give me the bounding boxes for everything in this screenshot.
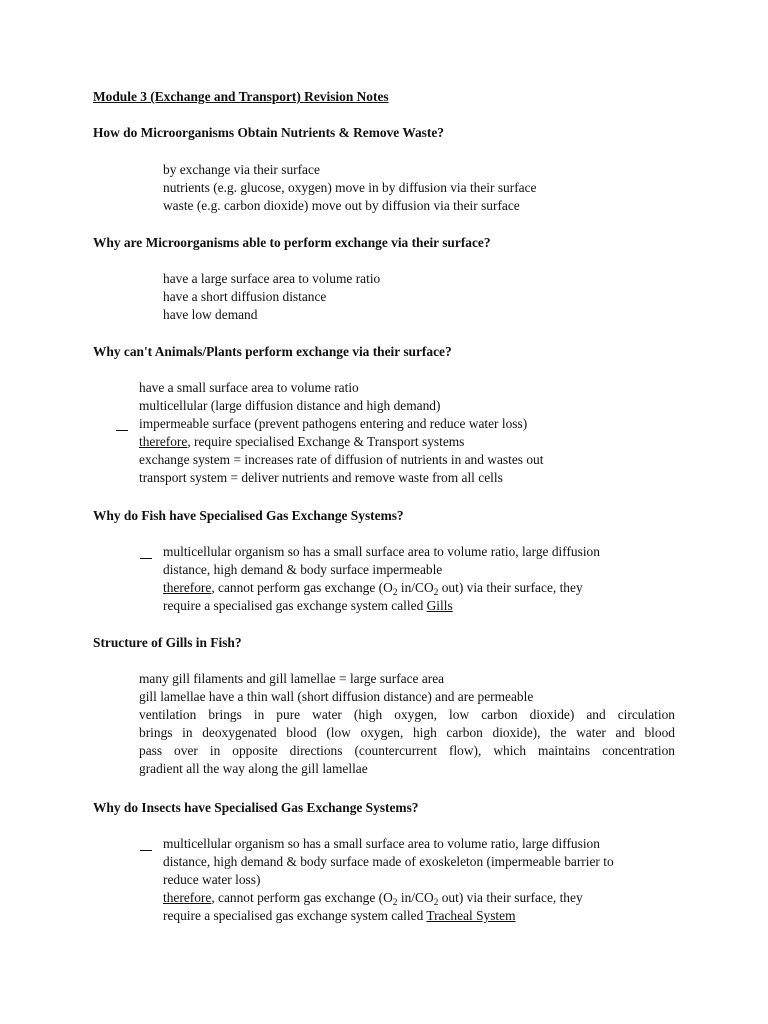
list-item: have a large surface area to volume ratio bbox=[163, 271, 381, 286]
line-text: out) via their surface, they bbox=[438, 890, 583, 906]
subscript: 2 bbox=[392, 898, 398, 909]
line-text: require a specialised gas exchange system called bbox=[163, 598, 427, 614]
line-text: in/CO bbox=[397, 890, 434, 906]
list-insects-gas-exchange bbox=[163, 835, 614, 925]
list-item: distance, high demand & body surface made of exoskeleton (impermeable barrier to bbox=[163, 854, 614, 870]
list-item bbox=[163, 579, 600, 597]
subscript: 2 bbox=[433, 898, 439, 909]
list-item bbox=[163, 907, 614, 925]
line-text: in/CO bbox=[397, 580, 434, 596]
list-item: brings in deoxygenated blood (low oxygen, high carbon dioxide), the water and blood bbox=[139, 725, 675, 741]
list-item: have low demand bbox=[163, 307, 258, 323]
list-microorganisms-surface bbox=[163, 270, 380, 324]
line-text: , require specialised Exchange & Transport systems bbox=[187, 434, 465, 450]
heading-fish-gas-exchange: Why do Fish have Specialised Gas Exchange Systems? bbox=[93, 508, 404, 523]
list-fish-gas-exchange bbox=[163, 543, 600, 615]
list-microorganisms-nutrients bbox=[163, 161, 536, 215]
underlined-text: therefore bbox=[163, 580, 212, 596]
list-animals-plants bbox=[139, 379, 543, 488]
subscript: 2 bbox=[392, 588, 398, 599]
bullet-dash bbox=[140, 850, 152, 851]
underlined-text: Gills bbox=[426, 598, 453, 614]
document-title: Module 3 (Exchange and Transport) Revision Notes bbox=[93, 89, 389, 104]
heading-insects-gas-exchange: Why do Insects have Specialised Gas Exchange Systems? bbox=[93, 800, 419, 815]
line-text: , cannot perform gas exchange (O bbox=[211, 580, 393, 596]
line-text: out) via their surface, they bbox=[438, 580, 583, 596]
bullet-dash bbox=[116, 430, 128, 431]
list-item: many gill filaments and gill lamellae = large surface area bbox=[139, 671, 445, 686]
list-item: multicellular (large diffusion distance and high demand) bbox=[139, 398, 441, 414]
line-text: require a specialised gas exchange system called bbox=[163, 908, 427, 924]
list-item: have a short diffusion distance bbox=[163, 289, 327, 305]
list-item: by exchange via their surface bbox=[163, 162, 320, 177]
heading-microorganisms-nutrients: How do Microorganisms Obtain Nutrients & Remove Waste? bbox=[93, 125, 444, 140]
list-item: reduce water loss) bbox=[163, 872, 261, 888]
list-item: ventilation brings in pure water (high oxygen, low carbon dioxide) and circulation bbox=[139, 707, 675, 723]
list-item bbox=[163, 889, 614, 907]
list-item: transport system = deliver nutrients and remove waste from all cells bbox=[139, 470, 503, 486]
underlined-text: Tracheal System bbox=[426, 908, 516, 924]
list-item bbox=[139, 433, 543, 451]
line-text: , cannot perform gas exchange (O bbox=[211, 890, 393, 906]
list-item: impermeable surface (prevent pathogens entering and reduce water loss) bbox=[139, 416, 528, 432]
list-item: multicellular organism so has a small surface area to volume ratio, large diffusion bbox=[163, 544, 600, 559]
heading-gills-structure: Structure of Gills in Fish? bbox=[93, 635, 242, 650]
list-item: distance, high demand & body surface impermeable bbox=[163, 562, 443, 578]
list-gills-structure bbox=[139, 670, 675, 779]
list-item: gradient all the way along the gill lamellae bbox=[139, 761, 368, 777]
list-item: exchange system = increases rate of diffusion of nutrients in and wastes out bbox=[139, 452, 544, 468]
heading-microorganisms-surface: Why are Microorganisms able to perform exchange via their surface? bbox=[93, 235, 491, 250]
list-item: have a small surface area to volume ratio bbox=[139, 380, 359, 395]
list-item: pass over in opposite directions (countercurrent flow), which maintains concentration bbox=[139, 743, 675, 759]
list-item bbox=[163, 597, 600, 615]
underlined-text: therefore bbox=[163, 890, 212, 906]
heading-animals-plants: Why can't Animals/Plants perform exchange via their surface? bbox=[93, 344, 452, 359]
bullet-dash bbox=[140, 558, 152, 559]
list-item: multicellular organism so has a small surface area to volume ratio, large diffusion bbox=[163, 836, 600, 851]
list-item: gill lamellae have a thin wall (short diffusion distance) and are permeable bbox=[139, 689, 534, 705]
subscript: 2 bbox=[433, 588, 439, 599]
list-item: waste (e.g. carbon dioxide) move out by diffusion via their surface bbox=[163, 198, 520, 214]
list-item: nutrients (e.g. glucose, oxygen) move in by diffusion via their surface bbox=[163, 180, 537, 196]
underlined-text: therefore bbox=[139, 434, 188, 450]
